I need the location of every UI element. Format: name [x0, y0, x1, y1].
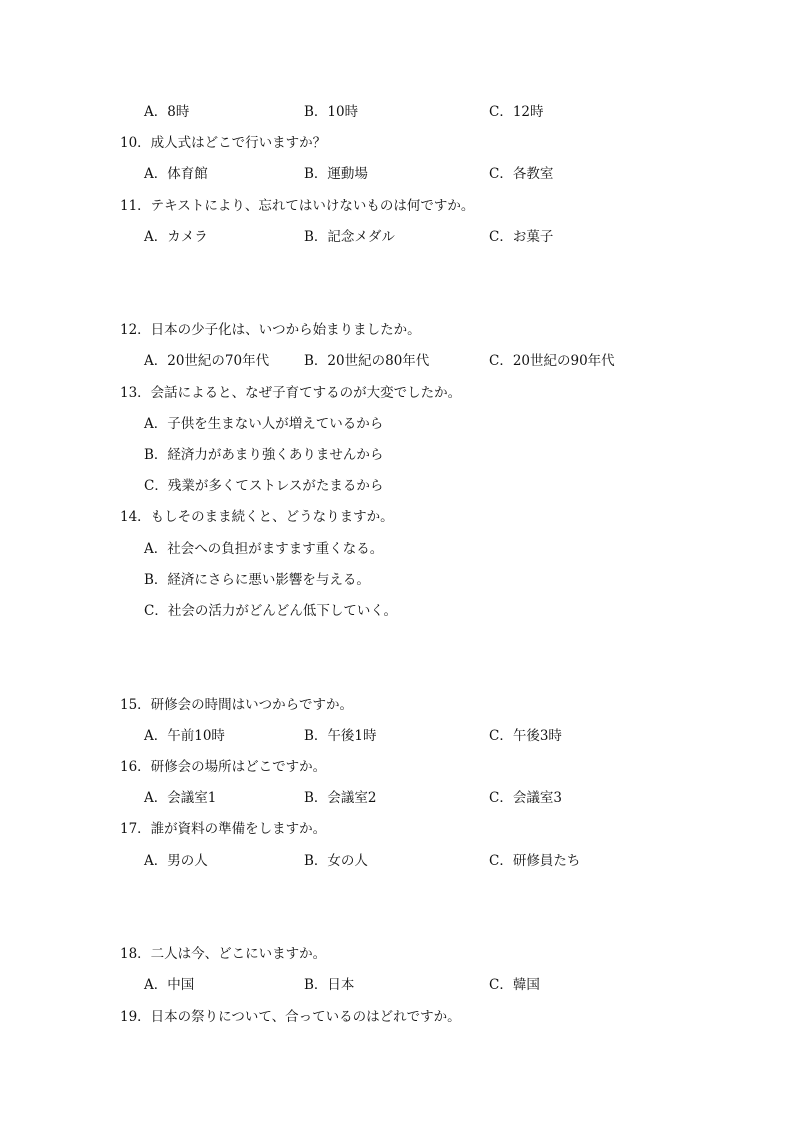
q15-option-b: B．午後1時 — [304, 728, 377, 744]
q13-option-a: A．子供を生まない人が増えているから — [144, 416, 384, 432]
q9-option-a: A．8時 — [144, 104, 190, 120]
q11-text: 11．テキストにより、忘れてはいけないものは何ですか。 — [120, 198, 475, 214]
q10-text: 10．成人式はどこで行いますか？ — [120, 135, 327, 151]
q17-text: 17．誰が資料の準備をしますか。 — [120, 821, 327, 837]
q15-option-c: C．午後3時 — [489, 728, 562, 744]
q13-option-b: B．経済力があまり強くありませんから — [144, 447, 384, 463]
q12-option-a: A．20世紀の70年代 — [144, 353, 270, 369]
q13-option-c: C．残業が多くてストレスがたまるから — [144, 478, 384, 494]
q12-text: 12．日本の少子化は、いつから始まりましたか。 — [120, 322, 421, 338]
q14-text: 14．もしそのまま続くと、どうなりますか。 — [120, 509, 394, 525]
q14-option-b: B．経済にさらに悪い影響を与える。 — [144, 572, 370, 588]
q11-option-c: C．お菓子 — [489, 229, 554, 245]
q15-text: 15．研修会の時間はいつからですか。 — [120, 697, 354, 713]
q19-text: 19．日本の祭りについて、合っているのはどれですか。 — [120, 1009, 461, 1025]
q13-text: 13．会話によると、なぜ子育てするのが大変でしたか。 — [120, 385, 462, 401]
q12-option-c: C．20世紀の90年代 — [489, 353, 615, 369]
q16-option-b: B．会議室2 — [304, 790, 377, 806]
q15-option-a: A．午前10時 — [144, 728, 225, 744]
q11-option-b: B．記念メダル — [304, 229, 395, 245]
q17-option-c: C．研修員たち — [489, 853, 581, 869]
q10-option-c: C．各教室 — [489, 166, 554, 182]
q16-option-a: A．会議室1 — [144, 790, 217, 806]
q10-option-b: B．運動場 — [304, 166, 368, 182]
q18-text: 18．二人は今、どこにいますか。 — [120, 946, 327, 962]
q18-option-a: A．中国 — [144, 977, 195, 993]
q14-option-a: A．社会への負担がますます重くなる。 — [144, 541, 384, 557]
q12-option-b: B．20世紀の80年代 — [304, 353, 430, 369]
q11-option-a: A．カメラ — [144, 229, 208, 245]
q17-option-a: A．男の人 — [144, 853, 208, 869]
q14-option-c: C．社会の活力がどんどん低下していく。 — [144, 603, 398, 619]
q17-option-b: B．女の人 — [304, 853, 368, 869]
q9-option-c: C．12時 — [489, 104, 544, 120]
q16-option-c: C．会議室3 — [489, 790, 562, 806]
q10-option-a: A．体育館 — [144, 166, 208, 182]
q18-option-b: B．日本 — [304, 977, 355, 993]
q18-option-c: C．韓国 — [489, 977, 540, 993]
q9-option-b: B．10時 — [304, 104, 359, 120]
q16-text: 16．研修会の場所はどこですか。 — [120, 759, 327, 775]
